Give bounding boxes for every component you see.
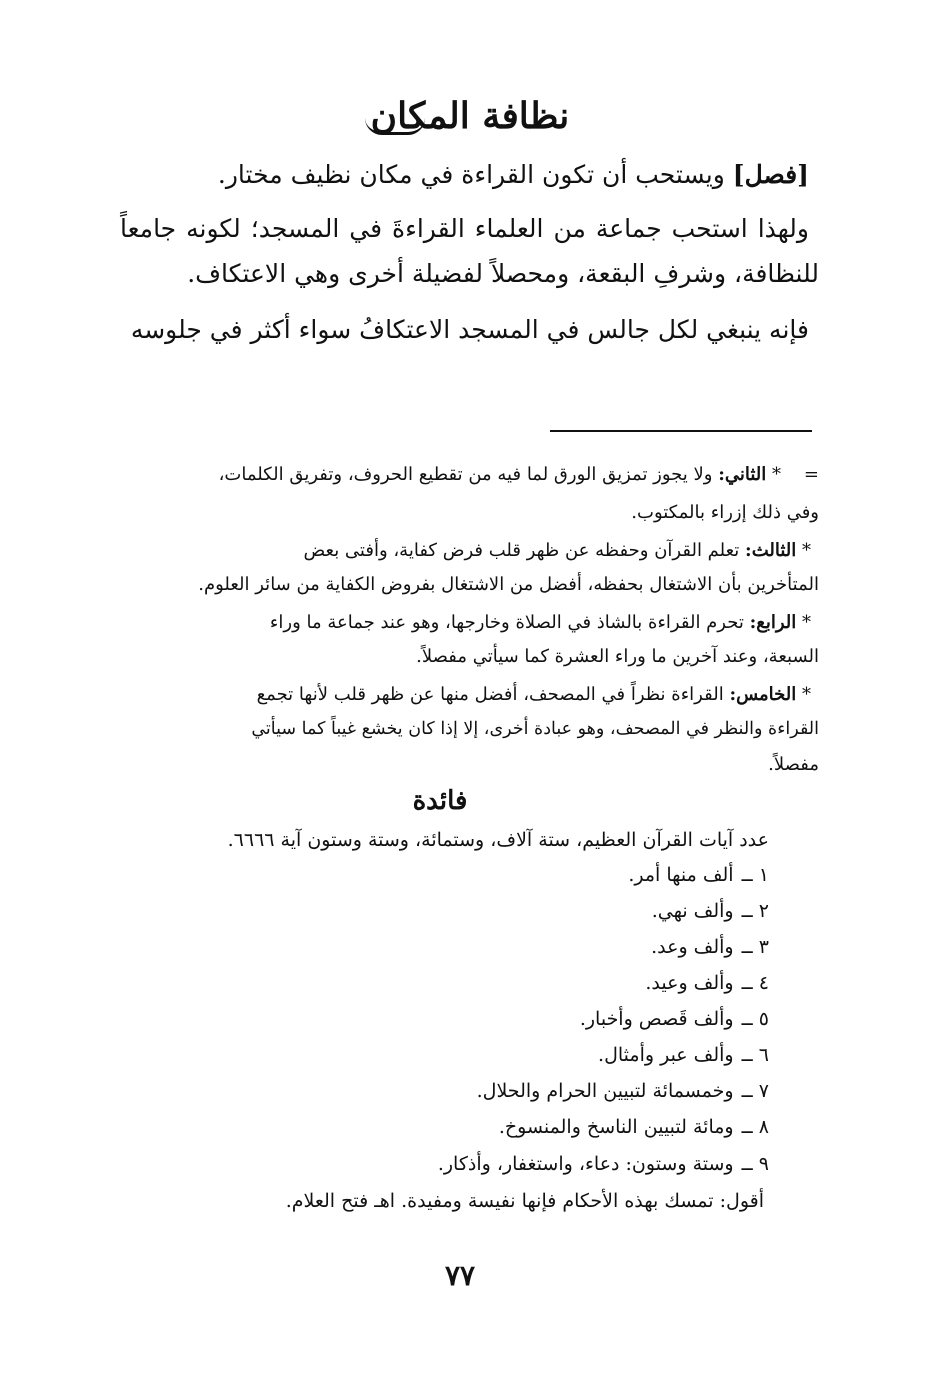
fact-item-text: وألف عبر وأمثال. bbox=[598, 1044, 734, 1066]
fact-item bbox=[651, 933, 769, 961]
fact-item bbox=[652, 897, 769, 925]
fact-item-text: وألف نهي. bbox=[651, 900, 734, 922]
fact-item-number: ٣ ــ bbox=[741, 936, 769, 958]
heading-flourish bbox=[365, 118, 425, 135]
footnote-marker: * bbox=[802, 612, 811, 633]
main-line-1 bbox=[218, 158, 809, 192]
footnote-text: تعلم القرآن وحفظه عن ظهر قلب فرض كفاية، وأفتى بعض bbox=[303, 540, 740, 561]
footnote-4-line-2: القراءة والنظر في المصحف، وهو عبادة أخرى، إلا إذا كان يخشع غيباً كما سيأتي bbox=[251, 719, 819, 739]
fact-item-text: وألف وعيد. bbox=[645, 972, 734, 994]
section-label: [فصل] bbox=[732, 160, 809, 189]
footnote-marker: * bbox=[802, 684, 811, 705]
fact-item-number: ٥ ــ bbox=[741, 1008, 769, 1030]
continuation-mark: = bbox=[803, 464, 819, 485]
footnote-marker: * bbox=[772, 464, 782, 485]
fact-item-number: ٧ ــ bbox=[741, 1080, 769, 1102]
main-line-3: للنظافة، وشرفِ البقعة، ومحصلاً لفضيلة أخرى وهي الاعتكاف. bbox=[187, 259, 819, 288]
chapter-heading: نظافة المكان bbox=[370, 95, 570, 137]
benefit-heading: فائدة bbox=[412, 786, 468, 816]
main-line-2: ولهذا استحب جماعة من العلماء القراءةَ في المسجد؛ لكونه جامعاً bbox=[120, 214, 809, 243]
fact-item-text: وخمسمائة لتبيين الحرام والحلال. bbox=[476, 1080, 734, 1102]
main-line-1-text: ويستحب أن تكون القراءة في مكان نظيف مختار. bbox=[217, 160, 725, 189]
fact-item bbox=[438, 1150, 769, 1178]
footnote-4-line-1 bbox=[257, 682, 811, 708]
footnote-1-line-2: وفي ذلك إزراء بالمكتوب. bbox=[631, 502, 819, 523]
footnote-3-line-2: السبعة، وعند آخرين ما وراء العشرة كما سيأتي مفصلاً. bbox=[416, 646, 819, 667]
fact-item bbox=[580, 1005, 769, 1033]
footnote-marker: * bbox=[802, 540, 811, 561]
footnote-text: القراءة نظراً في المصحف، أفضل منها عن ظهر قلب لأنها تجمع bbox=[256, 684, 724, 705]
fact-item-text: ألف منها أمر. bbox=[628, 864, 734, 886]
footnote-2-line-1 bbox=[303, 538, 811, 564]
fact-item-text: ومائة لتبيين الناسخ والمنسوخ. bbox=[498, 1116, 734, 1138]
fact-item-number: ٩ ــ bbox=[741, 1153, 769, 1175]
footnote-label: الثالث: bbox=[745, 540, 797, 561]
page-number: ٧٧ bbox=[444, 1259, 476, 1292]
fact-item-number: ١ ــ bbox=[741, 864, 769, 886]
fact-item bbox=[628, 861, 769, 889]
fact-item bbox=[499, 1113, 769, 1141]
fact-item bbox=[645, 969, 769, 997]
footnote-label: الثاني: bbox=[718, 464, 767, 485]
fact-item-text: وستة وستون: دعاء، واستغفار، وأذكار. bbox=[437, 1153, 734, 1175]
footnote-divider bbox=[550, 430, 812, 432]
fact-item bbox=[598, 1041, 769, 1069]
fact-item-text: وألف قَصص وأخبار. bbox=[579, 1008, 734, 1030]
footnote-text: ولا يجوز تمزيق الورق لما فيه من تقطيع الحروف، وتفريق الكلمات، bbox=[218, 464, 713, 485]
closing-remark: أقول: تمسك بهذه الأحكام فإنها نفيسة ومفيدة. اهـ فتح العلام. bbox=[285, 1190, 764, 1212]
footnote-2-line-2: المتأخرين بأن الاشتغال بحفظه، أفضل من الاشتغال بفروض الكفاية من سائر العلوم. bbox=[198, 574, 819, 595]
footnote-3-line-1 bbox=[270, 610, 811, 636]
fact-intro: عدد آيات القرآن العظيم، ستة آلاف، وستمائة، وستة وستون آية ٦٦٦٦. bbox=[227, 829, 769, 851]
fact-item-number: ٨ ــ bbox=[741, 1116, 769, 1138]
footnote-label: الخامس: bbox=[729, 684, 797, 705]
footnote-text: تحرم القراءة بالشاذ في الصلاة وخارجها، وهو عند جماعة ما وراء bbox=[269, 612, 744, 633]
footnote-1-line-1 bbox=[120, 462, 819, 488]
fact-item-text: وألف وعد. bbox=[651, 936, 734, 958]
main-line-4: فإنه ينبغي لكل جالس في المسجد الاعتكافُ سواء أكثر في جلوسه bbox=[130, 315, 809, 344]
footnote-4-line-3: مفصلاً. bbox=[768, 754, 819, 775]
fact-item bbox=[477, 1077, 769, 1105]
fact-item-number: ٢ ــ bbox=[741, 900, 769, 922]
fact-item-number: ٤ ــ bbox=[741, 972, 769, 994]
fact-item-number: ٦ ــ bbox=[741, 1044, 769, 1066]
footnote-label: الرابع: bbox=[749, 612, 797, 633]
